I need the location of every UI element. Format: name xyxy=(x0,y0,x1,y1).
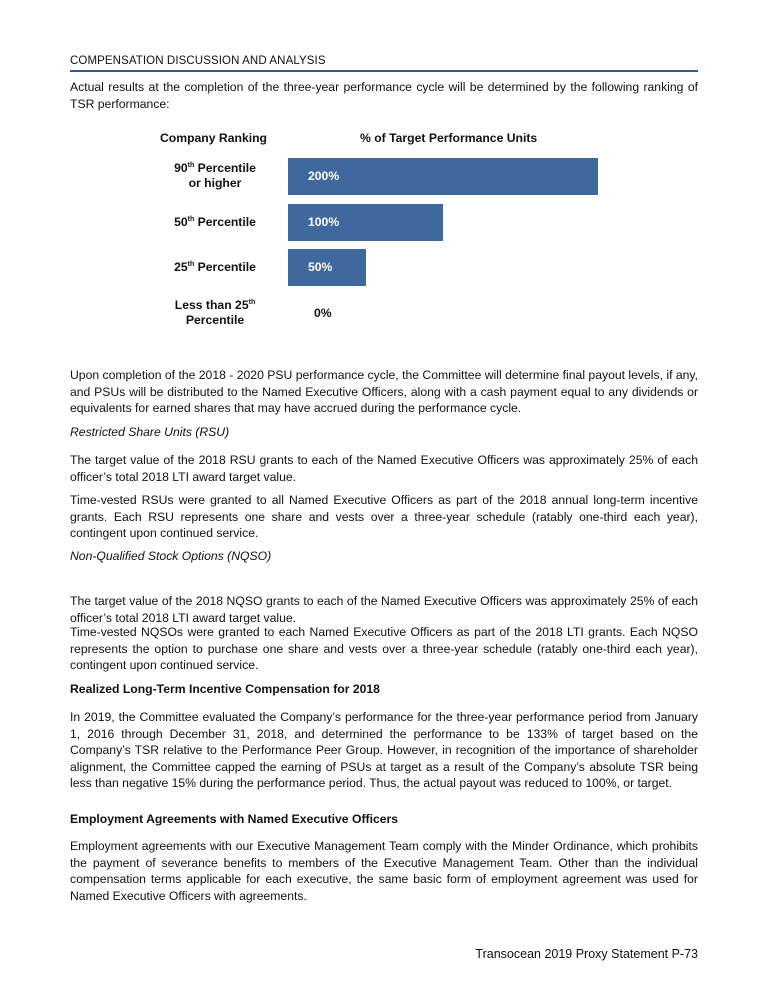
tsr-ranking-chart xyxy=(70,126,698,341)
section-heading: Employment Agreements with Named Executive Officers xyxy=(70,812,399,826)
rank-label-3: Less than 25th Percentile xyxy=(174,298,256,327)
bar-value-label-1: 100% xyxy=(308,215,340,229)
body-paragraph: Upon completion of the 2018 - 2020 PSU performance cycle, the Committee will determine final payout levels, if any, and PSUs will be distributed to the Named Executive Officers, along with a cash payment equal to any dividends or equivalents for earned shares that may have accrued during the performance cycle. xyxy=(70,368,698,415)
intro-paragraph: Actual results at the completion of the three-year performance cycle will be determined by the following ranking of TSR performance: xyxy=(70,80,698,111)
rank-label-0: 90th Percentile or higher xyxy=(174,161,256,190)
chart-header-pct: % of Target Performance Units xyxy=(360,131,538,145)
body-paragraph: Time-vested NQSOs were granted to each Named Executive Officers as part of the 2018 LTI grants. Each NQSO represents the option to purchase one share and vests over a three-year schedule (ratably one-third each year), contingent upon continued service. xyxy=(70,625,698,672)
body-paragraph: Employment agreements with our Executive Management Team comply with the Minder Ordinance, which prohibits the payment of severance benefits to members of the Executive Management Team. Other than the individual compensation terms applicable for each executive, the same basic form of employment agreement was used for Named Executive Officers with agreements. xyxy=(70,839,698,903)
section-heading: Restricted Share Units (RSU) xyxy=(70,425,230,439)
bar-value-label-2: 50% xyxy=(308,260,333,274)
page-header: COMPENSATION DISCUSSION AND ANALYSIS xyxy=(70,55,698,72)
page-footer: Transocean 2019 Proxy Statement P-73 xyxy=(475,947,698,961)
body-paragraph: In 2019, the Committee evaluated the Company’s performance for the three-year performance period from January 1, 2016 through December 31, 2018, and determined the performance to be 133% of target based on the Company’s TSR relative to the Performance Peer Group. However, in recognition of the importance of shareholder alignment, the Committee capped the earning of PSUs at target as a result of the Company’s absolute TSR being less than negative 15% during the performance period. Thus, the actual payout was reduced to 100%, or target. xyxy=(70,710,698,790)
bar-value-label-0: 200% xyxy=(308,169,340,183)
body-paragraph: The target value of the 2018 NQSO grants to each of the Named Executive Officers was approximately 25% of each officer’s total 2018 LTI award target value. xyxy=(70,594,698,625)
section-heading: Non-Qualified Stock Options (NQSO) xyxy=(70,549,272,563)
body-paragraph: The target value of the 2018 RSU grants to each of the Named Executive Officers was approximately 25% of each officer’s total 2018 LTI award target value. xyxy=(70,453,698,484)
body-paragraph: Time-vested RSUs were granted to all Named Executive Officers as part of the 2018 annual long-term incentive grants. Each RSU represents one share and vests over a three-year schedule (ratably one-third each year), contingent upon continued service. xyxy=(70,493,698,540)
rank-label-1: 50th Percentile xyxy=(174,214,256,229)
section-heading: Realized Long-Term Incentive Compensation for 2018 xyxy=(70,682,380,696)
rank-label-2: 25th Percentile xyxy=(174,259,256,274)
bar-value-label-3: 0% xyxy=(314,306,332,320)
chart-header-rank: Company Ranking xyxy=(160,131,267,145)
